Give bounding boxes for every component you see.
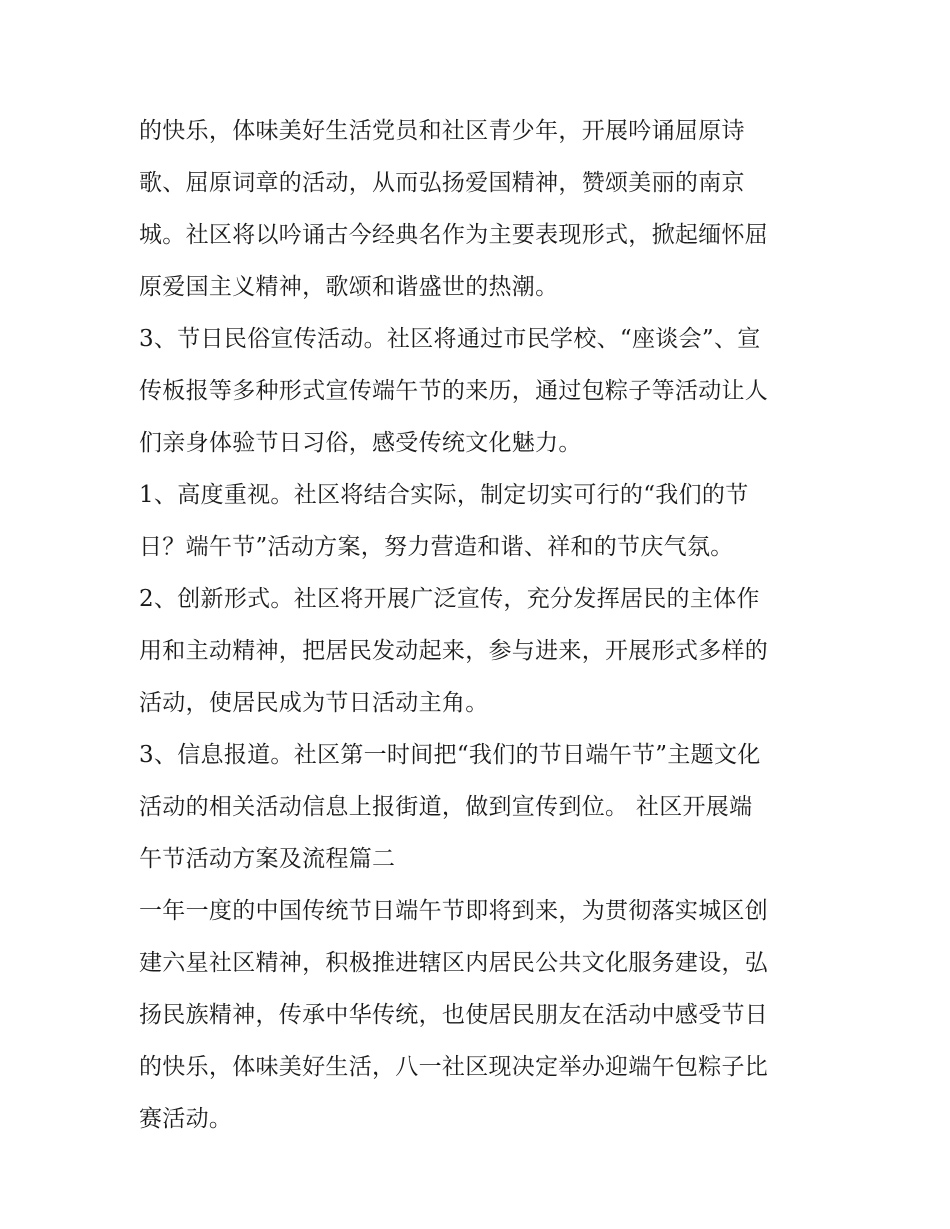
text-line: 3、信息报道。社区第一时间把“我们的节日端午节”主题文化 (139, 742, 761, 768)
text-line: 1、高度重视。社区将结合实际，制定切实可行的“我们的节 (139, 482, 749, 508)
text-line: 2、创新形式。社区将开展广泛宣传，充分发挥居民的主体作 (139, 586, 760, 612)
text-line: 歌、屈原词章的活动，从而弘扬爱国精神，赞颂美丽的南京 (139, 170, 745, 196)
text-line: 3、节日民俗宣传活动。社区将通过市民学校、“座谈会”、宣 (139, 326, 761, 352)
text-line: 用和主动精神，把居民发动起来，参与进来，开展形式多样的 (139, 638, 769, 664)
text-line: 一年一度的中国传统节日端午节即将到来，为贯彻落实城区创 (139, 898, 769, 924)
text-line: 原爱国主义精神，歌颂和谐盛世的热潮。 (139, 274, 559, 300)
text-line: 传板报等多种形式宣传端午节的来历，通过包粽子等活动让人 (139, 378, 769, 404)
text-line: 的快乐，体味美好生活，八一社区现决定举办迎端午包粽子比 (139, 1054, 769, 1080)
text-line: 活动的相关活动信息上报街道，做到宣传到位。 社区开展端 (139, 794, 753, 820)
text-line: 扬民族精神，传承中华传统，也使居民朋友在活动中感受节日 (139, 1002, 769, 1028)
document-body (139, 105, 829, 1145)
text-line: 赛活动。 (139, 1106, 233, 1132)
text-line: 们亲身体验节日习俗，感受传统文化魅力。 (139, 430, 582, 456)
text-line: 建六星社区精神，积极推进辖区内居民公共文化服务建设，弘 (139, 950, 769, 976)
text-line: 日？端午节”活动方案，努力营造和谐、祥和的节庆气氛。 (139, 534, 734, 560)
text-line: 午节活动方案及流程篇二 (139, 846, 396, 872)
text-line: 活动，使居民成为节日活动主角。 (139, 690, 489, 716)
text-line: 的快乐，体味美好生活党员和社区青少年，开展吟诵屈原诗 (139, 118, 745, 144)
text-line: 城。社区将以吟诵古今经典名作为主要表现形式，掀起缅怀屈 (139, 222, 769, 248)
